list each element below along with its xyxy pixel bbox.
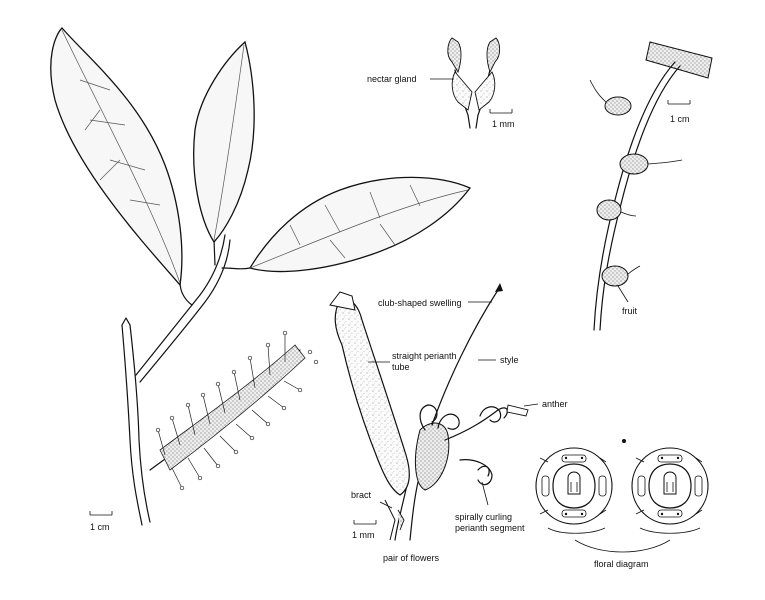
label-fruit: fruit: [622, 306, 638, 316]
scale-label-1cm-branch: 1 cm: [90, 522, 110, 532]
leaf-large: [51, 28, 182, 285]
leaf-right: [250, 177, 470, 271]
floral-diagram-left: [536, 448, 612, 524]
label-pair-of-flowers: pair of flowers: [383, 553, 440, 563]
label-straight-perianth-2: tube: [392, 362, 410, 372]
label-anther: anther: [542, 399, 568, 409]
fruit-4: [602, 266, 640, 286]
label-straight-perianth-1: straight perianth: [392, 351, 457, 361]
label-spirally-curling-2: perianth segment: [455, 523, 525, 533]
fruit-1: [590, 80, 631, 115]
fruit-branch: [590, 42, 712, 330]
label-spirally-curling-1: spirally curling: [455, 512, 513, 522]
curled-flower: [415, 283, 528, 490]
nectar-gland-detail: [367, 38, 515, 129]
scale-bar-branch: [90, 511, 112, 532]
scale-label-1mm-top: 1 mm: [492, 119, 515, 129]
floral-diagram: [536, 439, 708, 569]
leaf-middle: [194, 42, 254, 242]
label-club-shaped-swelling: club-shaped swelling: [378, 298, 462, 308]
label-style: style: [500, 355, 519, 365]
label-nectar-gland: nectar gland: [367, 74, 417, 84]
scale-label-1mm-bottom: 1 mm: [352, 530, 375, 540]
scale-label-1cm-fruit: 1 cm: [670, 114, 690, 124]
label-bract: bract: [351, 490, 372, 500]
fruit-2: [620, 154, 682, 174]
label-floral-diagram: floral diagram: [594, 559, 649, 569]
branch-with-leaves: [51, 28, 470, 532]
pair-of-flowers-detail: [330, 283, 568, 563]
inflorescence-spike: [150, 331, 318, 490]
fruit-3: [597, 200, 636, 220]
straight-perianth-tube: [330, 292, 409, 495]
floral-diagram-right: [632, 448, 708, 524]
